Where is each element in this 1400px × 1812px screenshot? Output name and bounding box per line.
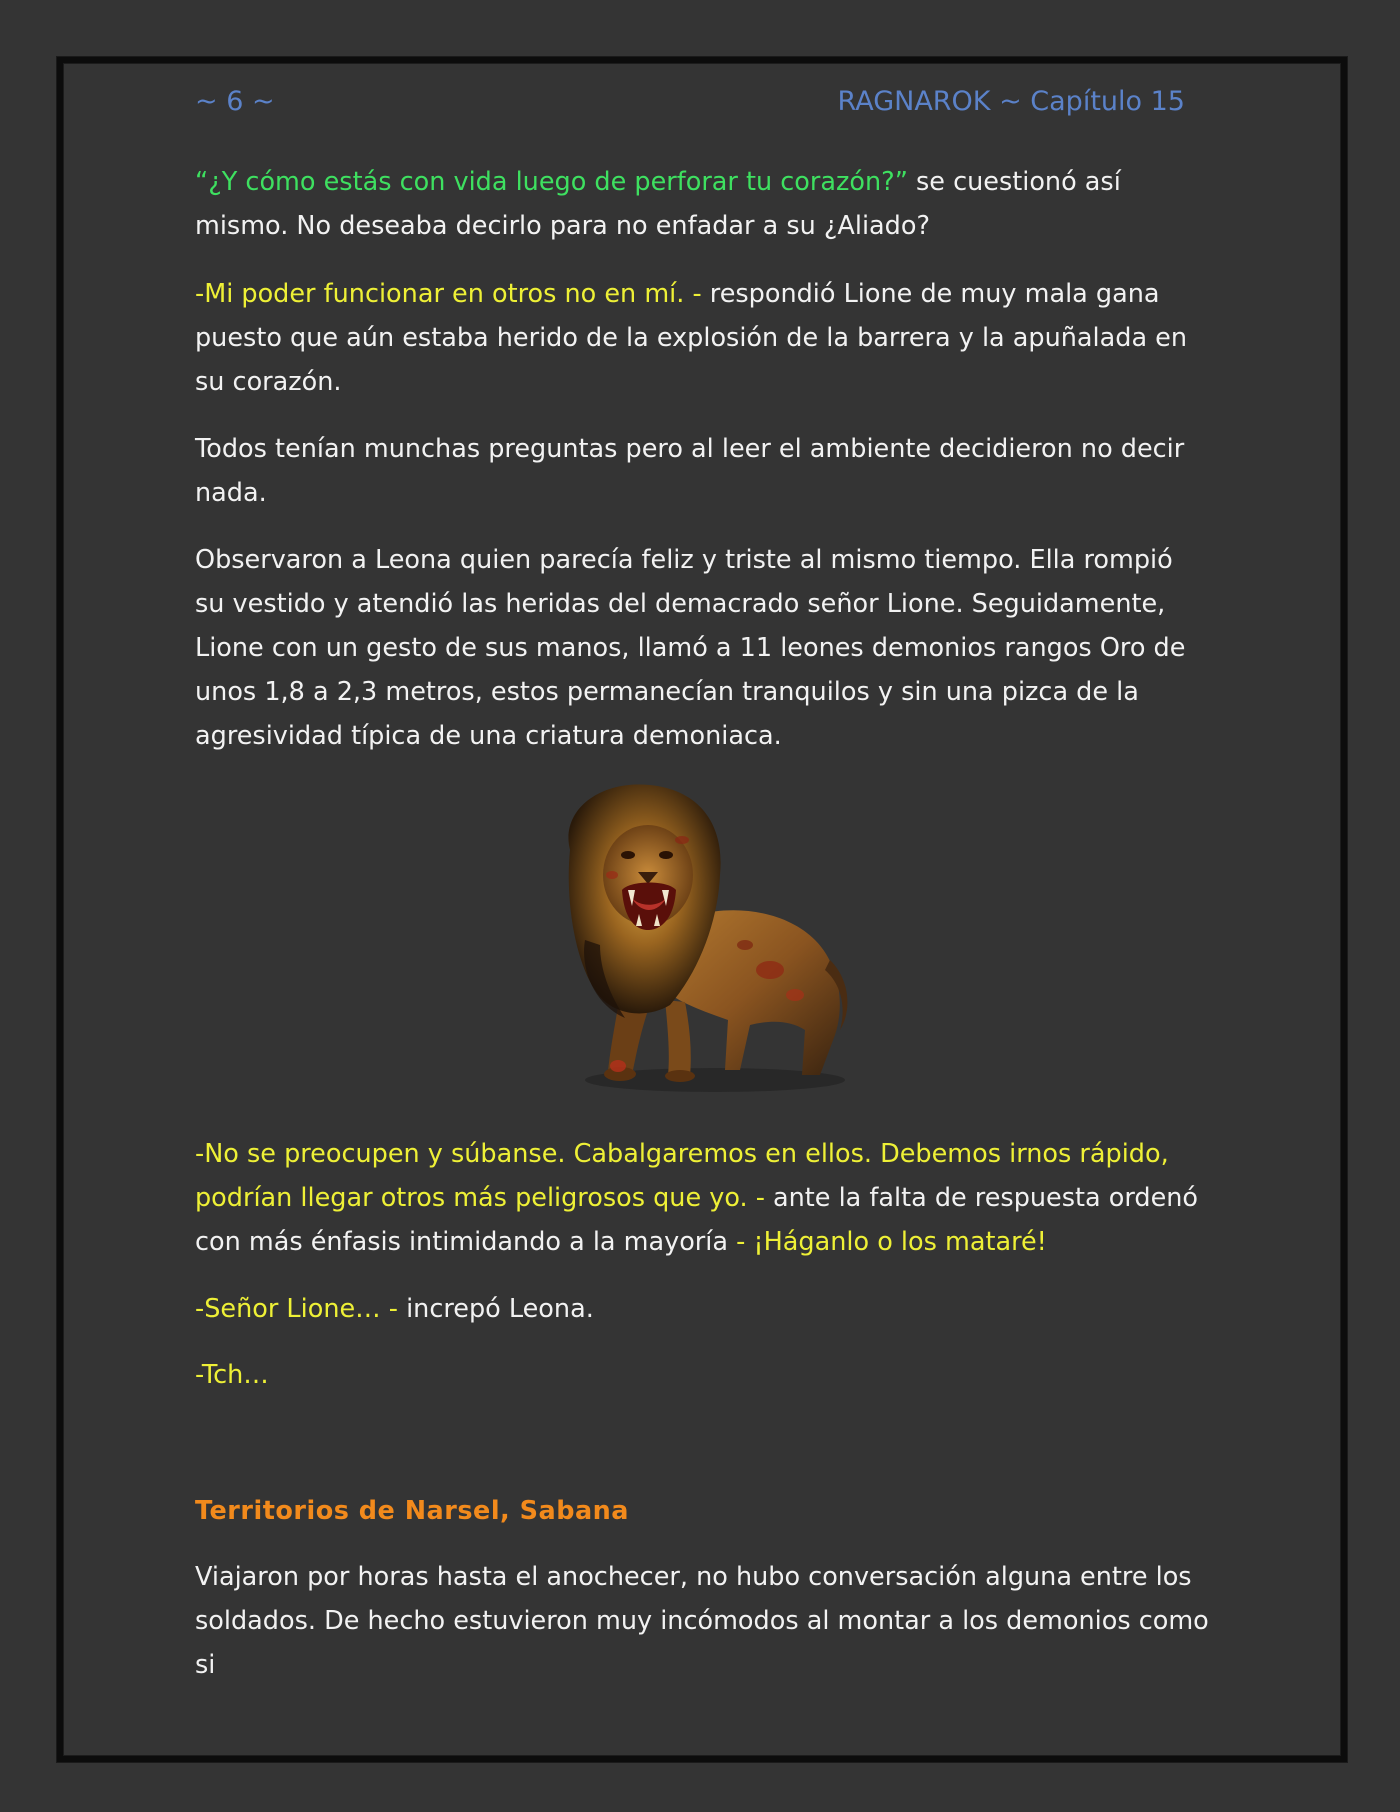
section-heading: Territorios de Narsel, Sabana	[195, 1496, 630, 1526]
narration-text: respondió Lione de muy mala gana puesto que aún estaba herido de la explosión de la barrera y la apuñalada en su corazón.	[195, 279, 1188, 397]
dialogue-text: -Tch…	[195, 1360, 269, 1390]
paragraph-journey	[195, 1555, 1210, 1687]
narration-text: se cuestionó así mismo. No deseaba decirlo para no enfadar a su ¿Aliado?	[195, 167, 1121, 241]
page-header	[195, 82, 1185, 122]
dialogue-text: -No se preocupen y súbanse. Cabalgaremos en ellos. Debemos irnos rápido, podrían llegar otros más peligrosos que yo. -	[195, 1139, 1169, 1213]
demon-lion-illustration	[540, 780, 870, 1100]
paragraph-tch	[195, 1353, 1210, 1397]
dialogue-text: -Mi poder funcionar en otros no en mí. -	[195, 279, 702, 309]
inner-thought-text: “¿Y cómo estás con vida luego de perforar tu corazón?”	[195, 167, 908, 197]
page-number: ~ 6 ~	[195, 86, 275, 117]
narration-text: Observaron a Leona quien parecía feliz y triste al mismo tiempo. Ella rompió su vestido y atendió las heridas del demacrado señor Lione. Seguidamente, Lione con un gesto de sus manos, llamó a 11 leones demonios rangos Oro de unos 1,8 a 2,3 metros, estos permanecían tranquilos y sin una pizca de la agresividad típica de una criatura demoniaca.	[195, 545, 1186, 751]
paragraph-lione-reply	[195, 272, 1210, 404]
narration-text: Todos tenían munchas preguntas pero al leer el ambiente decidieron no decir nada.	[195, 434, 1185, 508]
narration-text: ante la falta de respuesta ordenó con más énfasis intimidando a la mayoría	[195, 1183, 1199, 1257]
paragraph-lione-order	[195, 1132, 1210, 1264]
dialogue-text: -Señor Lione… -	[195, 1294, 398, 1324]
paragraph-leona-rebuke	[195, 1287, 1210, 1331]
dialogue-text: - ¡Háganlo o los mataré!	[736, 1227, 1047, 1257]
paragraph-leona	[195, 538, 1210, 758]
paragraph-thought	[195, 160, 1210, 248]
narration-text: increpó Leona.	[397, 1294, 594, 1324]
chapter-title: RAGNAROK ~ Capítulo 15	[837, 86, 1185, 117]
narration-text: Viajaron por horas hasta el anochecer, no hubo conversación alguna entre los soldados. De hecho estuvieron muy incómodos al montar a los demonios como si	[195, 1562, 1209, 1680]
paragraph-questions	[195, 427, 1210, 515]
